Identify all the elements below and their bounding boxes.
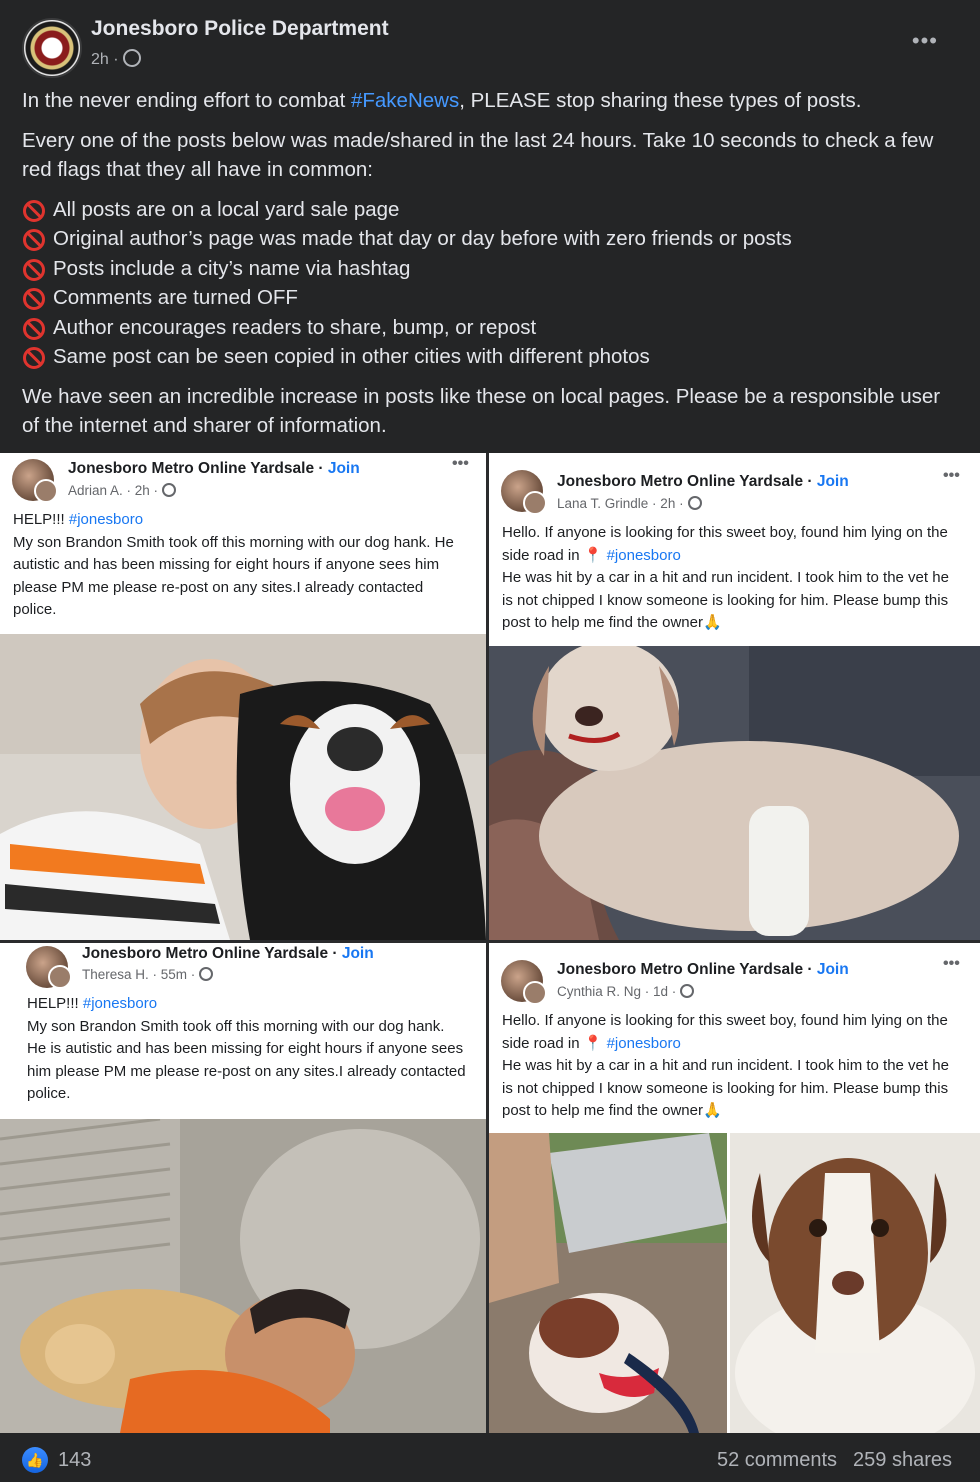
injured-dog-photo [489, 646, 980, 940]
join-link: Join [816, 961, 849, 978]
dog-on-leash-photo [489, 1133, 727, 1433]
globe-icon [688, 496, 702, 510]
pin-icon: 📍 [583, 546, 603, 564]
prohibited-icon [23, 200, 45, 222]
prohibited-icon [23, 288, 45, 310]
group-name: Jonesboro Metro Online Yardsale · Join [557, 961, 849, 978]
post-text-line1: Hello. If anyone is looking for this sweet boy, found him lying on the side road in [502, 524, 948, 564]
author-meta [68, 483, 176, 498]
red-flag-text: All posts are on a local yard sale page [53, 197, 400, 221]
prohibited-icon [23, 318, 45, 340]
group-name: Jonesboro Metro Online Yardsale · Join [68, 460, 360, 477]
australian-shepherd-photo [730, 1133, 980, 1433]
comments-count[interactable]: 52 comments [716, 1449, 838, 1471]
boy-with-dog-image [0, 634, 486, 940]
hashtag: #jonesboro [606, 1034, 681, 1052]
hashtag: #jonesboro [82, 995, 158, 1012]
intro-text-end: , PLEASE stop sharing these types of posts. [459, 89, 862, 112]
shares-count[interactable]: 259 shares [853, 1449, 952, 1471]
post-text-body: My son Brandon Smith took off this morning with our dog hank. He autistic and has been missing for eight hours if anyone sees him please PM me please re-post on any sites.I already contacted police. [13, 533, 454, 618]
author-avatar-small [34, 479, 58, 503]
red-flag-text: Comments are turned OFF [53, 286, 298, 309]
post-image-collage[interactable] [0, 453, 980, 1433]
author-meta [557, 496, 702, 511]
hashtag: #jonesboro [606, 546, 681, 564]
more-icon: ••• [943, 955, 960, 972]
author-name: Lana T. Grindle · 2h · [557, 496, 684, 511]
red-flag-item [22, 254, 952, 284]
more-icon: ••• [943, 467, 960, 484]
page-avatar[interactable] [22, 18, 82, 78]
screenshot-post-3[interactable] [0, 943, 486, 1433]
post-text-body: My son Brandon Smith took off this morning with our dog hank. He is autistic and has been missing for eight hours if anyone sees him please PM me please re-post on any sites.I already contacted police. [27, 1017, 466, 1102]
group-name-text: Jonesboro Metro Online Yardsale [557, 473, 804, 490]
post-text [502, 522, 957, 635]
group-name-text: Jonesboro Metro Online Yardsale [557, 961, 804, 978]
intro-text: In the never ending effort to combat [22, 89, 351, 112]
australian-shepherd-image [730, 1133, 980, 1433]
page-name[interactable]: Jonesboro Police Department [91, 17, 389, 40]
red-flag-item [22, 283, 952, 313]
more-icon: ••• [452, 455, 469, 472]
join-link: Join [327, 460, 360, 477]
post-time[interactable]: 2h · [91, 51, 119, 68]
red-flags-paragraph: Every one of the posts below was made/shared in the last 24 hours. Take 10 seconds to check a few red flags that they all have in common: [22, 128, 934, 181]
boy-sleeping-image [0, 1119, 486, 1433]
group-name: Jonesboro Metro Online Yardsale · Join [82, 945, 374, 962]
globe-icon [162, 483, 176, 497]
post-text-prefix: HELP!!! [27, 995, 83, 1012]
group-name-text: Jonesboro Metro Online Yardsale [82, 945, 329, 962]
closing-paragraph: We have seen an incredible increase in posts like these on local pages. Please be a responsible user of the internet and sharer of information. [22, 384, 941, 437]
dog-on-leash-image [489, 1133, 727, 1433]
pin-icon: 📍 [583, 1034, 603, 1052]
screenshot-post-1[interactable] [0, 453, 486, 940]
red-flag-item [22, 342, 952, 372]
join-link: Join [341, 945, 374, 962]
hashtag: #jonesboro [68, 511, 144, 528]
author-avatar-small [48, 965, 72, 989]
boy-sleeping-with-dog-photo [0, 1119, 486, 1433]
post-meta [91, 49, 141, 69]
likes-count[interactable]: 143 [58, 1449, 92, 1471]
screenshot-post-4[interactable] [489, 943, 980, 1433]
author-avatar-small [523, 491, 547, 515]
post-text [27, 993, 467, 1106]
red-flag-item [22, 195, 952, 225]
group-name: Jonesboro Metro Online Yardsale · Join [557, 473, 849, 490]
post-text-body: He was hit by a car in a hit and run incident. I took him to the vet he is not chipped I know someone is looking for him. Please bump this post to help me find the owner🙏 [502, 569, 949, 631]
red-flag-text: Author encourages readers to share, bump, or repost [53, 315, 537, 339]
post-text-line1: Hello. If anyone is looking for this sweet boy, found him lying on the side road in [502, 1012, 948, 1052]
more-options-button[interactable]: ••• [911, 28, 938, 53]
screenshot-post-2[interactable] [489, 453, 980, 940]
post-body [22, 86, 952, 451]
collage-divider-horizontal [0, 940, 980, 943]
collage-divider-vertical [486, 453, 489, 1433]
author-meta [557, 984, 694, 999]
red-flag-item [22, 313, 952, 343]
author-name: Cynthia R. Ng · 1d · [557, 984, 677, 999]
author-meta [82, 967, 213, 982]
post-text-prefix: HELP!!! [13, 511, 69, 528]
group-name-text: Jonesboro Metro Online Yardsale [68, 460, 315, 477]
intro-paragraph [22, 86, 952, 116]
post-text [13, 509, 468, 622]
globe-icon [123, 49, 141, 67]
prohibited-icon [23, 229, 45, 251]
red-flag-item [22, 224, 952, 254]
engagement-counts [717, 1449, 952, 1472]
author-avatar-small [523, 981, 547, 1005]
red-flags-list [22, 195, 952, 372]
prohibited-icon [23, 259, 45, 281]
author-name: Theresa H. · 55m · [82, 967, 196, 982]
red-flag-text: Same post can be seen copied in other cities with different photos [53, 345, 650, 368]
join-link: Join [816, 473, 849, 490]
globe-icon [199, 967, 213, 981]
red-flag-text: Posts include a city’s name via hashtag [53, 256, 411, 280]
injured-dog-image [489, 646, 980, 940]
globe-icon [680, 984, 694, 998]
post-header [0, 0, 980, 80]
prohibited-icon [23, 347, 45, 369]
red-flag-text: Original author’s page was made that day or day before with zero friends or posts [53, 227, 792, 250]
post-text-body: He was hit by a car in a hit and run incident. I took him to the vet he is not chipped I know someone is looking for him. Please bump this post to help me find the owner🙏 [502, 1057, 949, 1119]
boy-with-dog-photo [0, 634, 486, 940]
fakenews-hashtag-link[interactable]: #FakeNews [350, 89, 460, 112]
author-name: Adrian A. · 2h · [68, 483, 159, 498]
post-text [502, 1010, 957, 1123]
like-reaction-icon[interactable]: 👍 [22, 1447, 48, 1473]
reactions-bar [0, 1433, 980, 1482]
